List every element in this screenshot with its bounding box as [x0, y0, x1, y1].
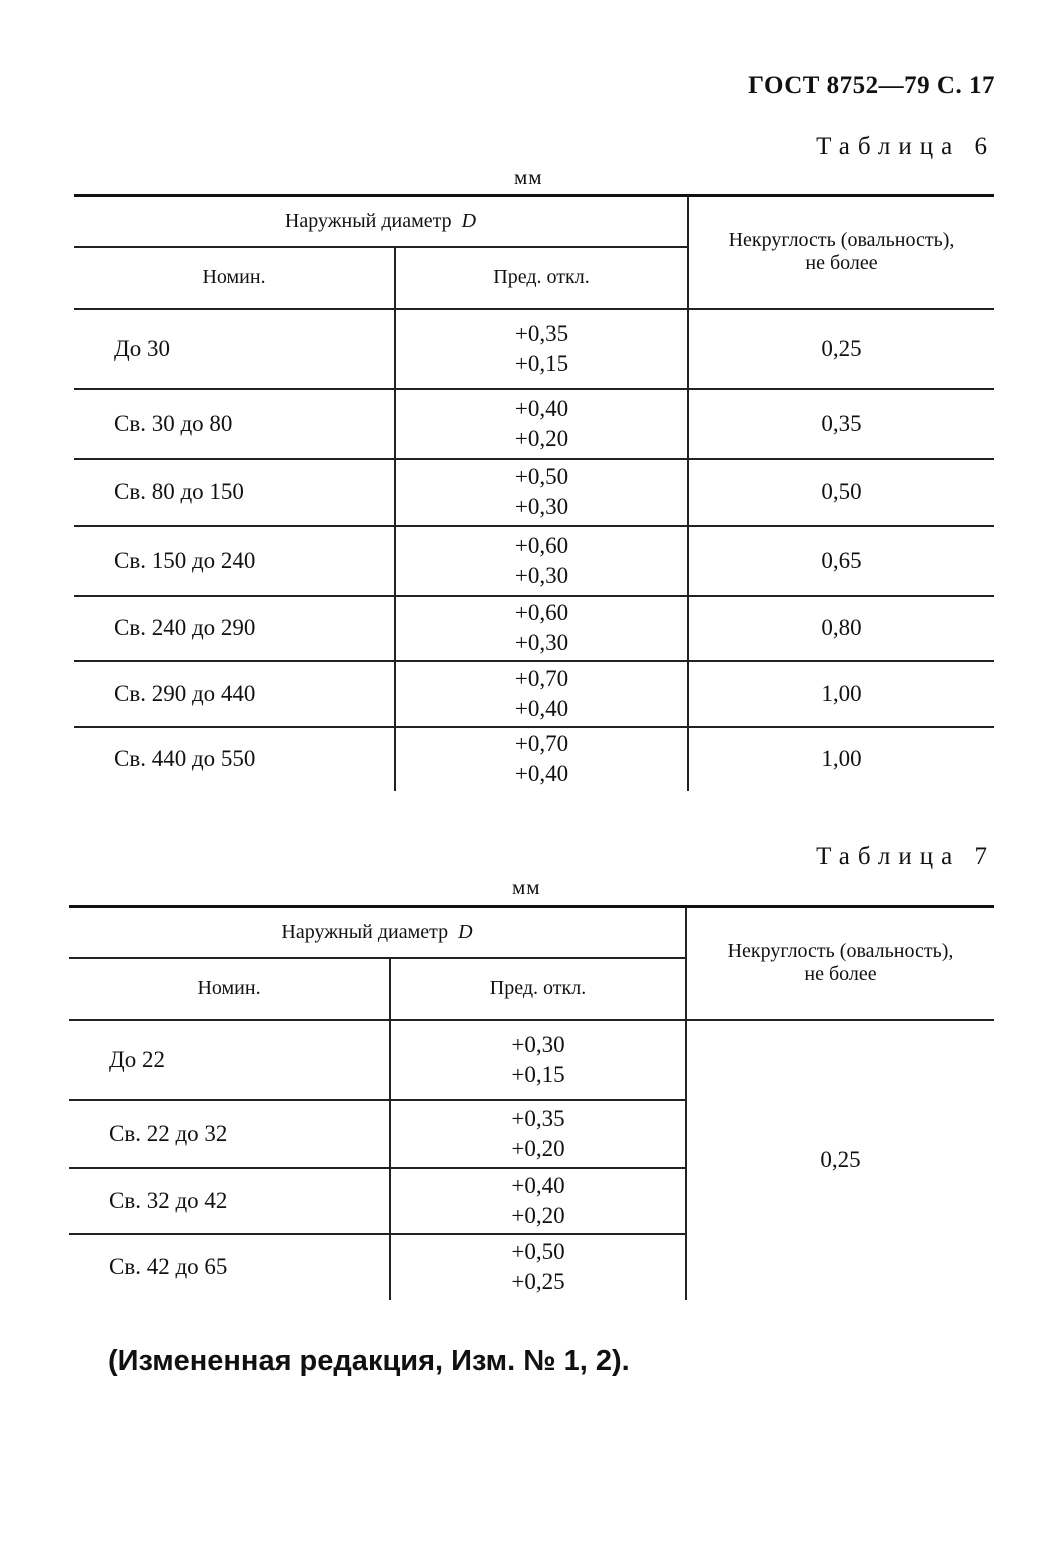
table-row: [74, 389, 994, 459]
deviation-upper: +0,40: [514, 395, 569, 421]
table-7-header-deviation: Пред. откл.: [390, 958, 686, 1020]
table-6-unit: мм: [514, 165, 543, 189]
deviation-lower: +0,40: [514, 695, 569, 721]
deviation-lower: +0,20: [511, 1135, 565, 1161]
table-row: [74, 309, 994, 389]
nominal-cell: До 30: [74, 309, 395, 389]
deviation-upper: +0,35: [511, 1105, 565, 1131]
ovality-cell: 0,25: [688, 309, 994, 389]
deviation-cell: [395, 596, 688, 661]
amendment-note: (Измененная редакция, Изм. № 1, 2).: [108, 1345, 630, 1377]
deviation-lower: +0,30: [514, 562, 569, 588]
table-7-header-ovality: Некруглость (овальность), не более: [686, 907, 994, 1020]
deviation-cell: [390, 1168, 686, 1234]
nominal-cell: Св. 32 до 42: [69, 1168, 390, 1234]
table-7: [69, 905, 994, 1300]
table-6-header-ovality: Некруглость (овальность), не более: [688, 196, 994, 309]
nominal-cell: Св. 290 до 440: [74, 661, 395, 727]
deviation-upper: +0,35: [514, 320, 569, 346]
nominal-cell: Св. 80 до 150: [74, 459, 395, 526]
deviation-cell: [395, 661, 688, 727]
deviation-cell: [390, 1020, 686, 1100]
table-row: [74, 727, 994, 791]
nominal-cell: Св. 150 до 240: [74, 526, 395, 596]
deviation-upper: +0,60: [514, 600, 569, 625]
ovality-merged-cell: 0,25: [820, 1147, 861, 1172]
page-header: ГОСТ 8752—79 С. 17: [748, 72, 995, 99]
table-row: [74, 526, 994, 596]
deviation-cell: [390, 1234, 686, 1300]
nominal-cell: Св. 42 до 65: [69, 1234, 390, 1300]
table-7-label: Таблица 7: [816, 843, 995, 870]
ovality-cell: 0,35: [688, 389, 994, 459]
table-7-header-group: Наружный диаметр D: [69, 907, 686, 958]
table-row: [74, 459, 994, 526]
deviation-upper: +0,40: [511, 1172, 565, 1198]
table-row: [69, 1020, 994, 1100]
deviation-lower: +0,15: [514, 350, 569, 376]
table-row: [74, 661, 994, 727]
table-6-header-nominal: Номин.: [74, 247, 395, 309]
table-row: [74, 596, 994, 661]
deviation-cell: [395, 389, 688, 459]
ovality-cell: 0,80: [688, 596, 994, 661]
ovality-cell: 1,00: [688, 661, 994, 727]
deviation-cell: [395, 526, 688, 596]
deviation-lower: +0,25: [511, 1269, 565, 1294]
deviation-upper: +0,60: [514, 532, 569, 558]
table-6-header-deviation: Пред. откл.: [395, 247, 688, 309]
deviation-cell: [390, 1100, 686, 1168]
deviation-upper: +0,30: [511, 1031, 565, 1057]
ovality-cell: 0,65: [688, 526, 994, 596]
deviation-upper: +0,70: [514, 665, 569, 691]
deviation-lower: +0,30: [514, 494, 569, 519]
nominal-cell: Св. 240 до 290: [74, 596, 395, 661]
table-7-header-nominal: Номин.: [69, 958, 390, 1020]
deviation-upper: +0,70: [514, 731, 569, 756]
nominal-cell: Св. 22 до 32: [69, 1100, 390, 1168]
ovality-cell: 0,50: [688, 459, 994, 526]
table-7-unit: мм: [512, 875, 541, 899]
deviation-lower: +0,30: [514, 630, 569, 655]
deviation-cell: [395, 727, 688, 791]
table-6-label: Таблица 6: [816, 133, 995, 160]
nominal-cell: До 22: [69, 1020, 390, 1100]
deviation-lower: +0,15: [511, 1061, 565, 1087]
deviation-lower: +0,20: [514, 425, 569, 451]
deviation-upper: +0,50: [514, 464, 569, 489]
deviation-cell: [395, 309, 688, 389]
nominal-cell: Св. 440 до 550: [74, 727, 395, 791]
table-6: [74, 194, 994, 791]
deviation-upper: +0,50: [511, 1239, 565, 1264]
nominal-cell: Св. 30 до 80: [74, 389, 395, 459]
deviation-lower: +0,40: [514, 761, 569, 786]
table-6-header-group: Наружный диаметр D: [74, 196, 688, 247]
ovality-cell: 1,00: [821, 746, 862, 771]
deviation-cell: [395, 459, 688, 526]
deviation-lower: +0,20: [511, 1202, 565, 1228]
